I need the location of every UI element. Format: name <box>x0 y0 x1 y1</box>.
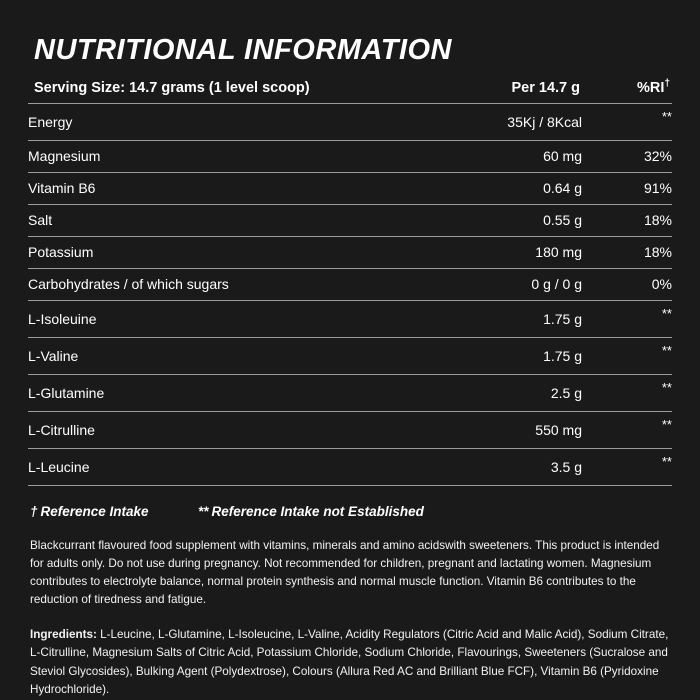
nutrient-value: 3.5 g <box>550 458 582 475</box>
table-header-row <box>28 65 672 96</box>
nutrient-value: 1.75 g <box>543 310 582 327</box>
ri-label-text: %RI <box>637 79 665 96</box>
nutrient-name: Energy <box>28 113 73 130</box>
nutrient-value: 1.75 g <box>543 347 582 364</box>
table-row <box>28 374 672 411</box>
nutrient-ri: ** <box>661 108 672 124</box>
column-header-ri <box>580 78 670 96</box>
nutrient-ri: 0% <box>651 276 672 293</box>
nutrient-ri: 18% <box>643 244 672 261</box>
nutrient-ri: ** <box>661 453 672 469</box>
dagger-symbol: † <box>664 78 670 89</box>
table-row <box>28 236 672 268</box>
table-row <box>28 268 672 300</box>
table-row <box>28 300 672 337</box>
ingredients-list: L-Leucine, L-Glutamine, L-Isoleucine, L-Valine, Acidity Regulators (Citric Acid and Malic Acid), Sodium Citrate, L-Citrulline, Magnesium Salts of Citric Acid, Potassium Chloride, Sodium Chloride, Flavourings, Sweeteners (Sucralose and Steviol Glycosides), Bulking Agent (Polydextrose), Colours (Allura Red AC and Brilliant Blue FCF), Vitamin B6 (Pyridoxine Hydrochloride). <box>30 628 669 696</box>
footnote-reference-intake <box>30 504 198 519</box>
nutrient-name: L-Leucine <box>28 458 90 475</box>
nutrient-name: Salt <box>28 212 53 229</box>
table-row <box>28 337 672 374</box>
nutrient-name: L-Isoleuine <box>28 310 97 327</box>
column-header-per-serving: Per 14.7 g <box>511 79 580 96</box>
footnotes <box>28 486 672 519</box>
nutrition-table <box>28 103 672 486</box>
table-row <box>28 411 672 448</box>
nutrient-name: L-Valine <box>28 347 79 364</box>
footnote-stars-text: Reference Intake not Established <box>211 503 424 519</box>
nutrition-table-body <box>28 103 672 485</box>
page-title: NUTRITIONAL INFORMATION <box>34 34 452 66</box>
serving-size-text: Serving Size: 14.7 grams (1 level scoop) <box>34 79 310 96</box>
nutrient-ri: ** <box>661 416 672 432</box>
table-row <box>28 448 672 485</box>
nutrient-ri: 18% <box>643 212 672 229</box>
table-row <box>28 204 672 236</box>
nutrient-ri: 32% <box>643 148 672 165</box>
footnote-dagger-text: Reference Intake <box>40 503 149 519</box>
nutrient-ri: ** <box>661 342 672 358</box>
product-description: Blackcurrant flavoured food supplement with vitamins, minerals and amino acidswith sweeteners. This product is intended for adults only. Do not use during pregnancy. Not recommended for children, pregnant and lactating women. Magnesium contributes to electrolyte balance, normal protein synthesis and normal muscle function. Vitamin B6 contributes to the reduction of tiredness and fatigue. <box>30 538 660 607</box>
table-row <box>28 172 672 204</box>
footnote-not-established <box>198 504 424 519</box>
nutrient-value: 2.5 g <box>550 384 582 401</box>
ingredients-block <box>28 609 672 699</box>
ingredients-label: Ingredients: <box>30 628 97 642</box>
nutrient-name: L-Citrulline <box>28 421 95 438</box>
nutrient-value: 0.64 g <box>543 180 582 197</box>
table-row <box>28 140 672 172</box>
nutrient-value: 0.55 g <box>543 212 582 229</box>
asterisks-symbol: ** <box>198 503 209 519</box>
nutrient-value: 35Kj / 8Kcal <box>507 113 582 130</box>
nutrient-name: Vitamin B6 <box>28 180 96 197</box>
nutrient-name: Magnesium <box>28 148 101 165</box>
nutrient-name: L-Glutamine <box>28 384 105 401</box>
nutrient-name: Potassium <box>28 244 94 261</box>
nutrient-value: 180 mg <box>535 244 582 261</box>
nutrient-ri: ** <box>661 379 672 395</box>
dagger-symbol: † <box>30 503 38 519</box>
nutrient-ri: 91% <box>643 180 672 197</box>
nutrient-value: 0 g / 0 g <box>531 276 582 293</box>
nutrient-value: 550 mg <box>535 421 582 438</box>
nutrient-name: Carbohydrates / of which sugars <box>28 276 229 293</box>
table-row <box>28 103 672 140</box>
nutrient-value: 60 mg <box>543 148 582 165</box>
nutrient-ri: ** <box>661 305 672 321</box>
